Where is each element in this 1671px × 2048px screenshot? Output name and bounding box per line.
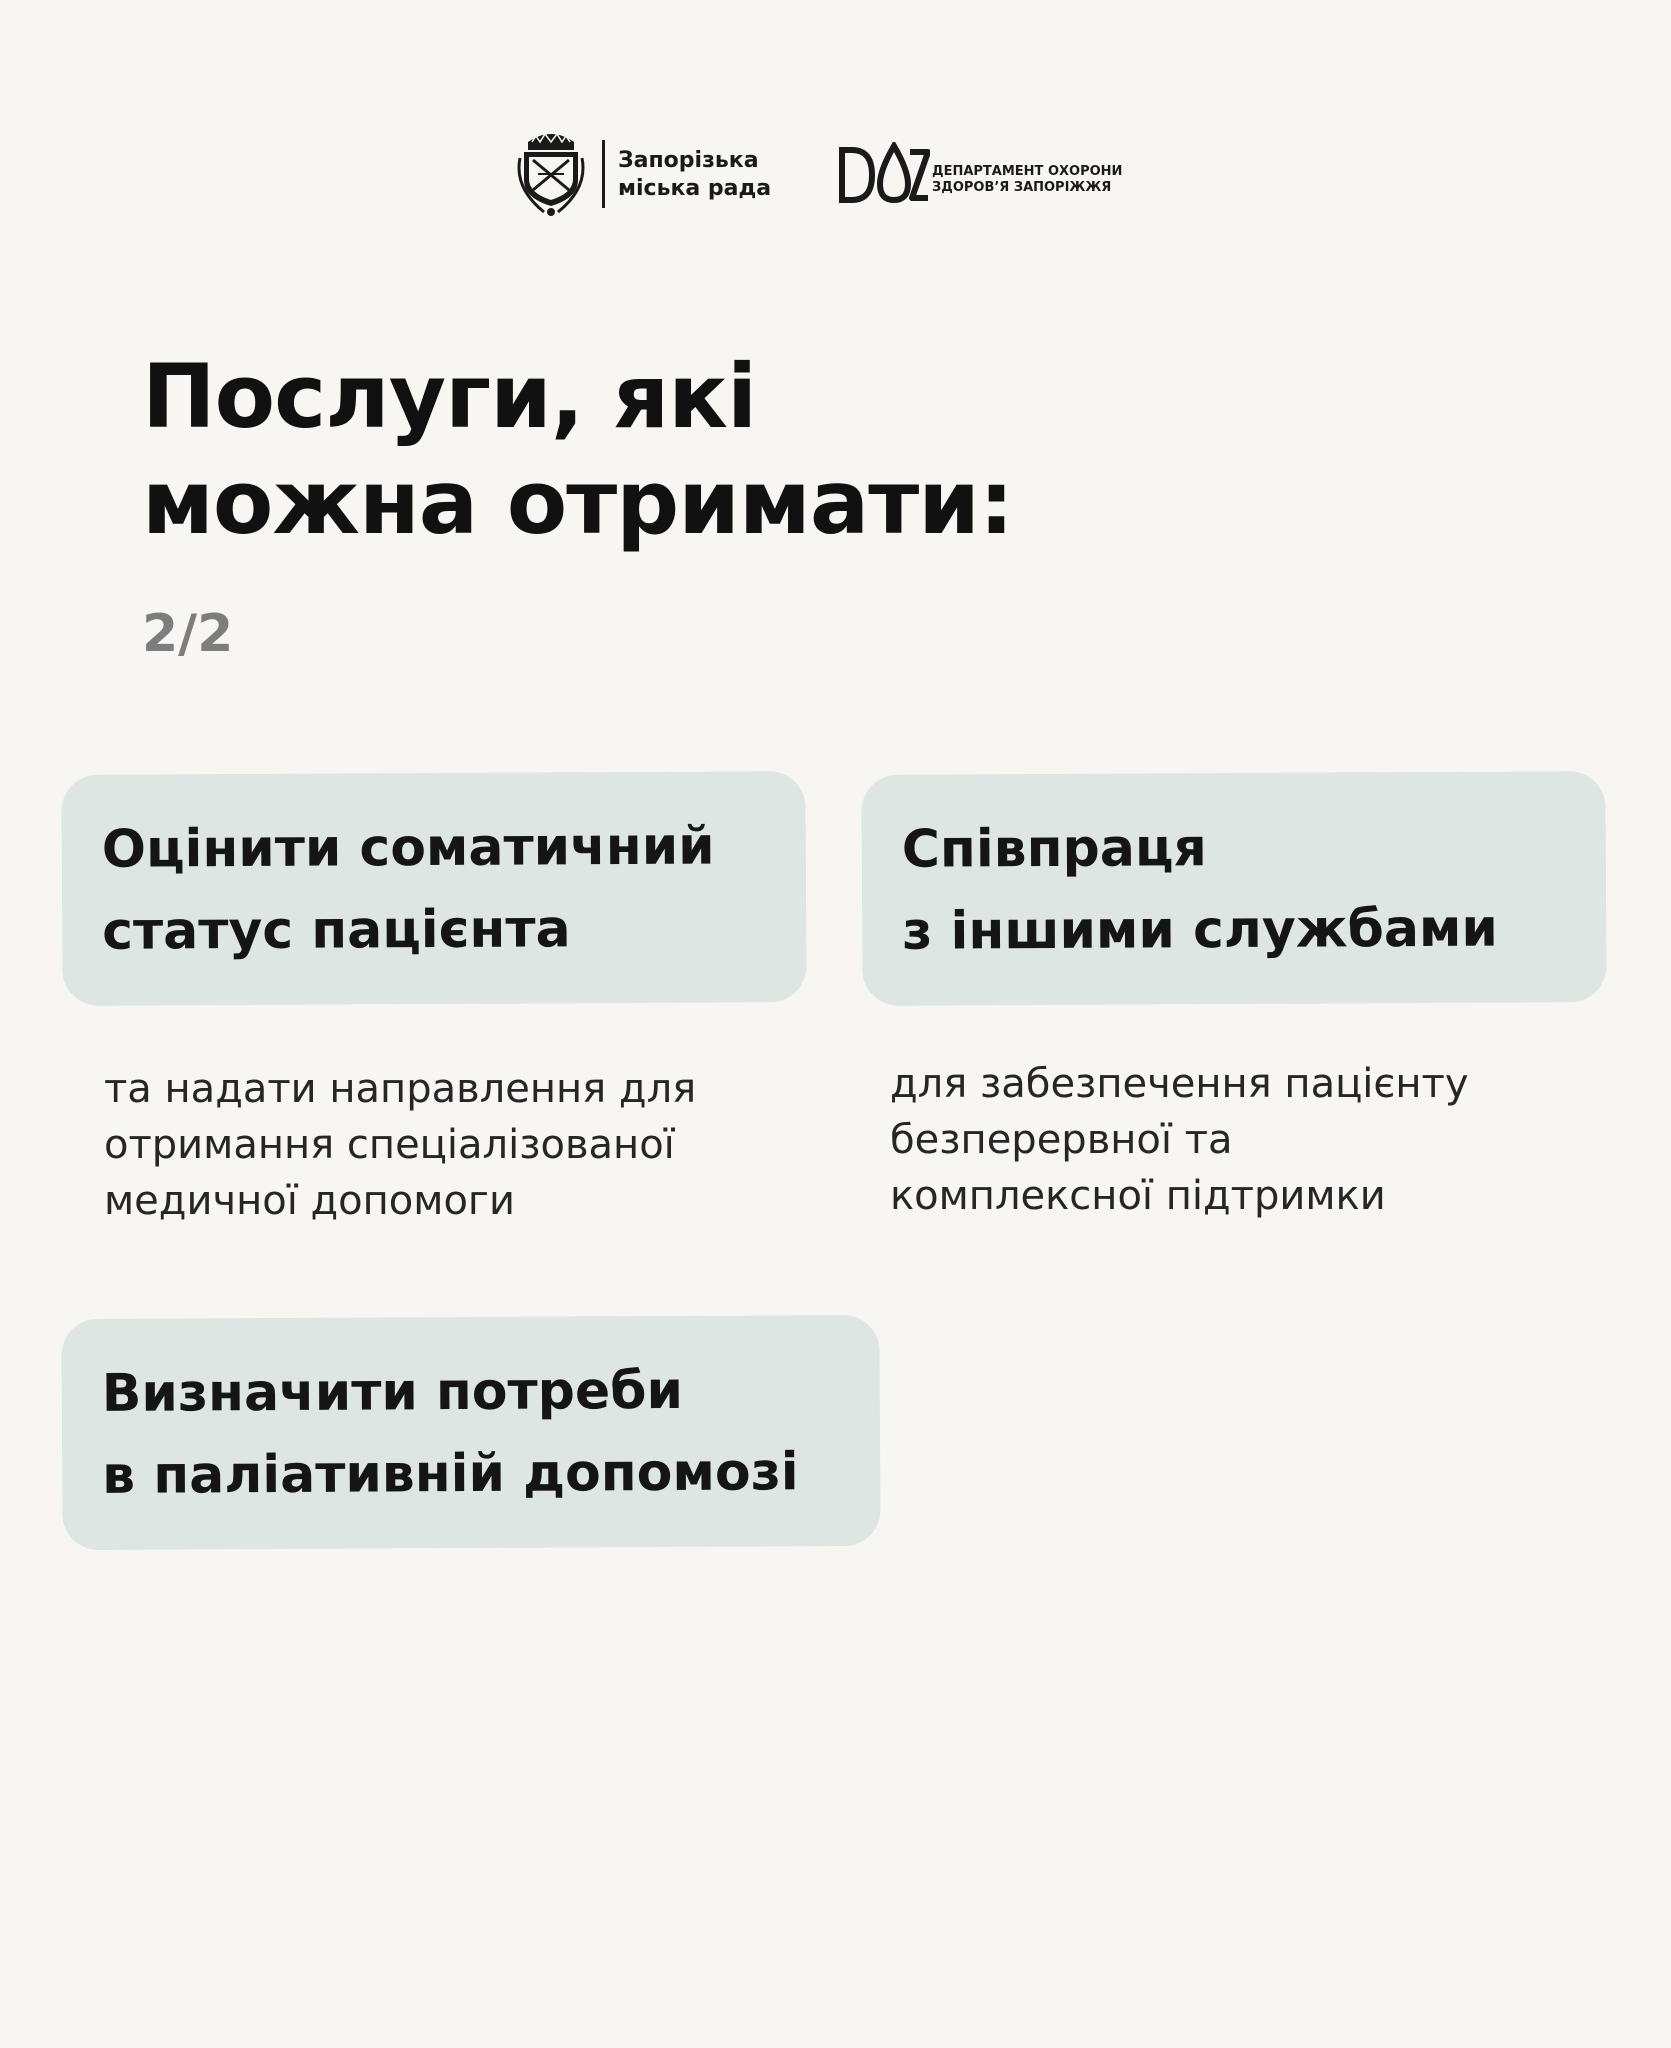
service-card-cooperation xyxy=(861,771,1606,1006)
doz-logo-icon xyxy=(838,142,930,206)
header-logos xyxy=(0,128,1671,228)
service-card-somatic-status xyxy=(61,771,806,1006)
service-title-line: в паліативній допомозі xyxy=(102,1441,799,1506)
department-name-line: ДЕПАРТАМЕНТ ОХОРОНИ xyxy=(932,164,1123,179)
logo-divider xyxy=(602,140,605,208)
service-description-line: безперервної та xyxy=(890,1117,1233,1163)
service-description-line: комплексної підтримки xyxy=(890,1173,1386,1219)
city-council-name xyxy=(618,147,771,203)
page-title-line: можна отримати: xyxy=(142,451,1014,554)
service-description xyxy=(104,1061,696,1229)
service-description xyxy=(890,1056,1469,1224)
council-name-line: Запорізька xyxy=(618,148,759,173)
page-counter: 2/2 xyxy=(142,604,234,664)
service-title-line: з іншими службами xyxy=(902,898,1499,962)
service-description-line: медичної допомоги xyxy=(104,1178,515,1224)
page-title xyxy=(142,344,1013,556)
service-card-title xyxy=(102,1349,841,1517)
service-title-line: Визначити потреби xyxy=(101,1360,684,1424)
service-title-line: Оцінити соматичний xyxy=(101,816,715,880)
service-description-line: та надати направлення для xyxy=(104,1066,697,1112)
service-card-palliative-needs xyxy=(61,1315,880,1550)
department-name-line: ЗДОРОВ’Я ЗАПОРІЖЖЯ xyxy=(932,180,1112,195)
service-title-line: Співпраця xyxy=(901,817,1207,880)
city-coat-of-arms-icon xyxy=(514,128,588,218)
service-description-line: для забезпечення пацієнту xyxy=(890,1061,1469,1107)
department-name xyxy=(932,164,1122,196)
service-title-line: статус пацієнта xyxy=(102,898,571,962)
service-card-title xyxy=(902,805,1567,972)
service-card-title xyxy=(102,805,767,972)
service-description-line: отримання спеціалізованої xyxy=(104,1122,675,1168)
page-title-line: Послуги, які xyxy=(142,345,757,448)
council-name-line: міська рада xyxy=(618,176,772,201)
